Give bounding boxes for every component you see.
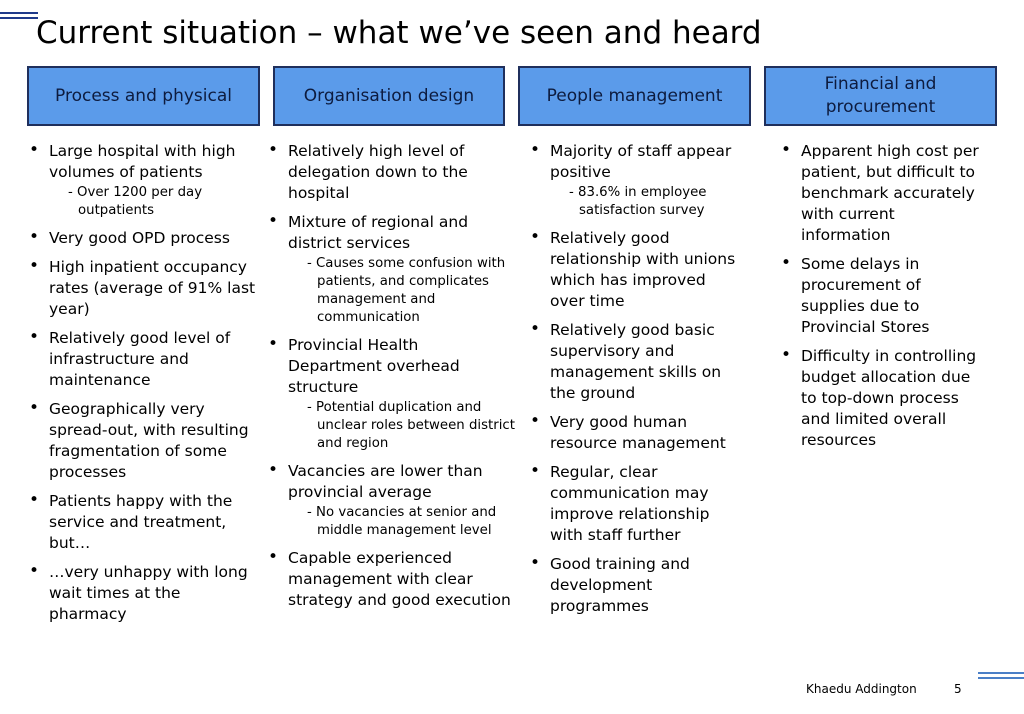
bullet-text: Majority of staff appear positive xyxy=(550,142,732,181)
bullet-item xyxy=(28,141,262,220)
bullet-text: …very unhappy with long wait times at the pharmacy xyxy=(49,563,248,623)
sub-bullet-item: - No vacancies at senior and middle management level xyxy=(307,505,497,538)
bullet-item xyxy=(267,461,517,540)
bullet-text: Vacancies are lower than provincial average xyxy=(288,462,483,501)
bottom-decorative-lines xyxy=(978,672,1024,682)
slide-title: Current situation – what we’ve seen and heard xyxy=(36,15,762,51)
bullet-text: Capable experienced management with clear strategy and good execution xyxy=(288,549,511,609)
bullet-item xyxy=(529,228,744,312)
bullet-item xyxy=(780,141,985,246)
bullet-item xyxy=(780,346,985,451)
bullet-text: Good training and development programmes xyxy=(550,555,690,615)
bullet-item xyxy=(529,554,744,617)
bullet-item xyxy=(529,412,744,454)
bullet-item xyxy=(28,228,262,249)
header-process-and-physical xyxy=(27,66,260,126)
bullet-item xyxy=(267,548,517,611)
bullet-text: Very good human resource management xyxy=(550,413,726,452)
column-process-and-physical xyxy=(28,141,262,633)
bullet-item xyxy=(28,257,262,320)
bullet-text: Some delays in procurement of supplies due to Provincial Stores xyxy=(801,255,930,336)
bullet-text: Geographically very spread-out, with resulting fragmentation of some processes xyxy=(49,400,249,481)
header-financial-and-procurement xyxy=(764,66,997,126)
bullet-text: Patients happy with the service and treatment, but… xyxy=(49,492,233,552)
bullet-text: Very good OPD process xyxy=(49,229,230,247)
bullet-text: Mixture of regional and district services xyxy=(288,213,469,252)
sub-bullet-item: - Potential duplication and unclear roles between district and region xyxy=(307,400,515,451)
header-organisation-design xyxy=(273,66,505,126)
bullet-text: Difficulty in controlling budget allocation due to top-down process and limited overall resources xyxy=(801,347,977,449)
bullet-item xyxy=(267,335,517,453)
bullet-item xyxy=(28,399,262,483)
bullet-item xyxy=(267,141,517,204)
bullet-text: Relatively high level of delegation down to the hospital xyxy=(288,142,468,202)
bullet-item xyxy=(267,212,517,327)
header-label: Organisation design xyxy=(303,85,475,106)
bullet-text: Relatively good relationship with unions which has improved over time xyxy=(550,229,736,310)
bullet-item xyxy=(28,562,262,625)
bullet-item xyxy=(529,462,744,546)
bullet-text: Regular, clear communication may improve relationship with staff further xyxy=(550,463,710,544)
column-organisation-design xyxy=(267,141,517,619)
header-people-management xyxy=(518,66,751,126)
bullet-text: Apparent high cost per patient, but difficult to benchmark accurately with current information xyxy=(801,142,979,244)
page-number: 5 xyxy=(954,682,962,696)
bullet-text: Relatively good level of infrastructure and maintenance xyxy=(49,329,231,389)
column-people-management xyxy=(529,141,744,625)
bullet-item xyxy=(28,328,262,391)
footer-author: Khaedu Addington xyxy=(806,682,917,696)
sub-bullet-item: - Causes some confusion with patients, and complicates management and communication xyxy=(307,256,506,325)
bullet-item xyxy=(780,254,985,338)
bullet-item xyxy=(529,320,744,404)
bullet-item xyxy=(28,491,262,554)
bullet-text: High inpatient occupancy rates (average of 91% last year) xyxy=(49,258,256,318)
header-label: Financial and procurement xyxy=(824,74,937,117)
sub-bullet-item: - 83.6% in employee satisfaction survey xyxy=(569,185,707,218)
top-decorative-lines xyxy=(0,12,38,22)
bullet-text: Large hospital with high volumes of patients xyxy=(49,142,236,181)
bullet-text: Provincial Health Department overhead structure xyxy=(288,336,460,396)
header-label: Process and physical xyxy=(55,85,232,106)
bullet-item xyxy=(529,141,744,220)
column-financial-and-procurement xyxy=(780,141,985,459)
header-label: People management xyxy=(546,85,723,106)
bullet-text: Relatively good basic supervisory and management skills on the ground xyxy=(550,321,722,402)
sub-bullet-item: - Over 1200 per day outpatients xyxy=(68,185,203,218)
